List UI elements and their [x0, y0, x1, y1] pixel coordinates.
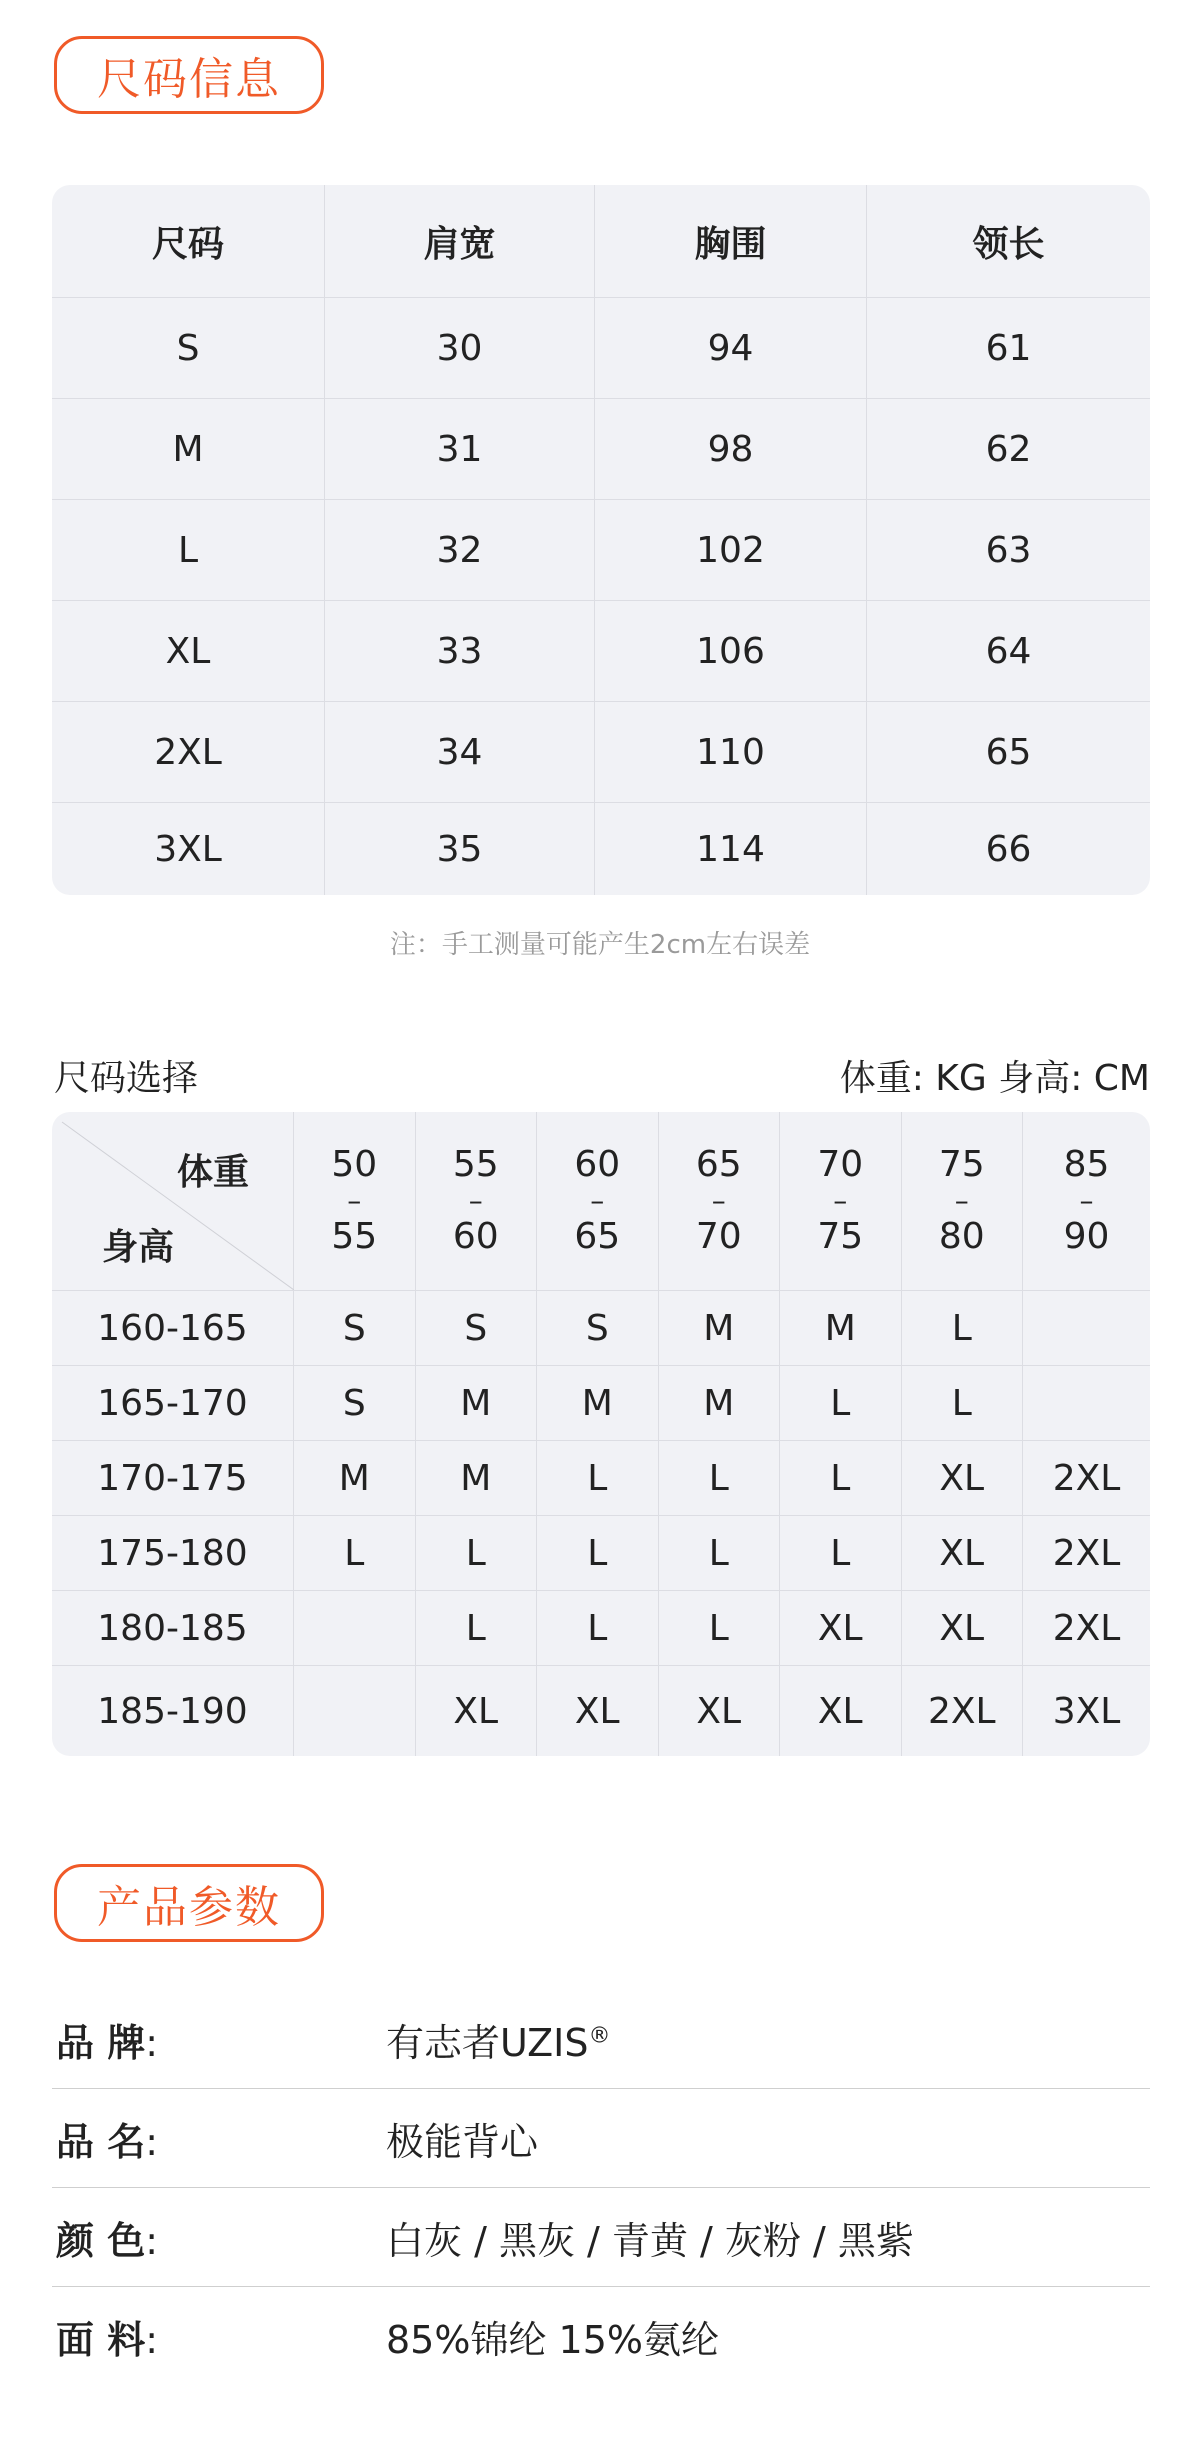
size-info-cell: 3XL [52, 803, 325, 895]
recommended-size-cell: L [416, 1591, 538, 1665]
recommended-size-cell: S [416, 1291, 538, 1365]
recommended-size-cell: L [659, 1591, 781, 1665]
header-size: 尺码 [52, 185, 325, 297]
product-param-row [52, 2287, 1150, 2385]
product-params-title: 产品参数 [54, 1864, 324, 1942]
size-info-cell: 61 [985, 327, 1032, 369]
recommended-size-cell: L [780, 1441, 902, 1515]
recommended-size-cell: L [537, 1441, 659, 1515]
recommended-size-cell: XL [902, 1441, 1024, 1515]
label-colon: : [145, 2317, 159, 2362]
size-info-cell: 110 [595, 702, 867, 802]
weight-max: 65 [574, 1216, 621, 1257]
size-info-title: 尺码信息 [54, 36, 324, 114]
product-param-value [386, 2309, 1150, 2364]
recommended-size-cell: XL [902, 1591, 1024, 1665]
weight-min: 70 [817, 1144, 864, 1185]
size-info-cell: 64 [985, 630, 1032, 672]
size-info-cell: 31 [325, 399, 595, 499]
size-info-cell: 63 [985, 529, 1032, 571]
product-param-value [386, 2012, 1150, 2067]
header-shoulder: 肩宽 [325, 185, 595, 297]
recommended-size-cell: XL [780, 1591, 902, 1665]
product-param-label [52, 2210, 386, 2265]
size-select-row [52, 1516, 1150, 1591]
size-select-title: 尺码选择 [54, 1058, 199, 1099]
recommended-size-cell: XL [416, 1666, 538, 1756]
weight-range-header [537, 1112, 659, 1290]
size-select-table [52, 1112, 1150, 1756]
size-select-units: 体重: KG 身高: CM [839, 1058, 1150, 1099]
recommended-size-cell [294, 1591, 416, 1665]
recommended-size-cell: L [659, 1516, 781, 1590]
recommended-size-cell: S [294, 1366, 416, 1440]
size-select-row [52, 1366, 1150, 1441]
size-info-cell: M [52, 399, 325, 499]
label-colon: : [145, 2218, 159, 2263]
size-select-row [52, 1441, 1150, 1516]
recommended-size-cell: S [294, 1291, 416, 1365]
recommended-size-cell: M [294, 1441, 416, 1515]
recommended-size-cell: M [537, 1366, 659, 1440]
size-select-row [52, 1291, 1150, 1366]
weight-range-header [1023, 1112, 1150, 1290]
range-dash: – [468, 1184, 483, 1217]
product-param-value-text: 85%锦纶 15%氨纶 [386, 2317, 720, 2362]
weight-range-header [902, 1112, 1024, 1290]
range-dash: – [347, 1184, 362, 1217]
recommended-size-cell: 2XL [1052, 1607, 1121, 1649]
recommended-size-cell: L [294, 1516, 416, 1590]
size-info-cell: 33 [325, 601, 595, 701]
recommended-size-cell: 2XL [1052, 1532, 1121, 1574]
size-info-cell: 62 [985, 428, 1032, 470]
product-param-row [52, 2188, 1150, 2287]
recommended-size-cell: L [416, 1516, 538, 1590]
size-info-cell: 98 [595, 399, 867, 499]
recommended-size-cell: M [416, 1441, 538, 1515]
weight-min: 55 [452, 1144, 499, 1185]
weight-max: 70 [695, 1216, 742, 1257]
weight-min: 85 [1063, 1144, 1110, 1185]
size-info-cell: XL [52, 601, 325, 701]
recommended-size-cell: L [537, 1591, 659, 1665]
range-dash: – [590, 1184, 605, 1217]
recommended-size-cell: L [902, 1366, 1024, 1440]
size-select-header-row [52, 1112, 1150, 1291]
registered-mark: ® [588, 2022, 611, 2048]
weight-max: 60 [452, 1216, 499, 1257]
product-param-label-text: 颜 色 [56, 2218, 146, 2263]
size-info-table [52, 185, 1150, 895]
weight-range-header [780, 1112, 902, 1290]
product-param-label-text: 品 牌 [56, 2020, 146, 2065]
recommended-size-cell [1023, 1291, 1150, 1365]
recommended-size-cell [1023, 1366, 1150, 1440]
size-info-cell: 114 [595, 803, 867, 895]
weight-max: 75 [817, 1216, 864, 1257]
weight-max: 80 [938, 1216, 985, 1257]
size-info-header-row [52, 185, 1150, 298]
size-info-row [52, 702, 1150, 803]
weight-min: 75 [938, 1144, 985, 1185]
header-collar: 领长 [972, 223, 1045, 265]
recommended-size-cell [294, 1666, 416, 1756]
product-params-list [52, 1990, 1150, 2385]
corner-height-label: 身高 [102, 1227, 175, 1268]
height-range-cell: 180-185 [52, 1591, 294, 1665]
size-info-cell: 66 [985, 828, 1032, 870]
weight-max: 55 [331, 1216, 378, 1257]
recommended-size-cell: M [659, 1291, 781, 1365]
weight-max: 90 [1063, 1216, 1110, 1257]
recommended-size-cell: XL [902, 1516, 1024, 1590]
recommended-size-cell: XL [659, 1666, 781, 1756]
size-select-row [52, 1591, 1150, 1666]
product-param-value [386, 2210, 1150, 2265]
label-colon: : [145, 2119, 159, 2164]
range-dash: – [1079, 1184, 1094, 1217]
product-param-label [52, 2111, 386, 2166]
recommended-size-cell: XL [537, 1666, 659, 1756]
recommended-size-cell: L [659, 1441, 781, 1515]
height-range-cell: 165-170 [52, 1366, 294, 1440]
height-range-cell: 170-175 [52, 1441, 294, 1515]
recommended-size-cell: 3XL [1052, 1690, 1121, 1732]
product-param-row [52, 1990, 1150, 2089]
measurement-note: 注：手工测量可能产生2cm左右误差 [389, 930, 811, 960]
size-info-row [52, 399, 1150, 500]
corner-cell [52, 1112, 294, 1290]
label-colon: : [145, 2020, 159, 2065]
range-dash: – [833, 1184, 848, 1217]
size-info-cell: 106 [595, 601, 867, 701]
recommended-size-cell: L [902, 1291, 1024, 1365]
size-info-cell: 94 [595, 298, 867, 398]
weight-min: 50 [331, 1144, 378, 1185]
range-dash: – [711, 1184, 726, 1217]
recommended-size-cell: S [537, 1291, 659, 1365]
product-param-value-text: 有志者UZIS [386, 2020, 589, 2065]
range-dash: – [954, 1184, 969, 1217]
size-info-cell: 102 [595, 500, 867, 600]
weight-range-header [294, 1112, 416, 1290]
size-info-row [52, 298, 1150, 399]
weight-min: 60 [574, 1144, 621, 1185]
size-info-cell: 34 [325, 702, 595, 802]
recommended-size-cell: 2XL [1052, 1457, 1121, 1499]
product-param-label [52, 2309, 386, 2364]
size-info-row [52, 601, 1150, 702]
size-info-cell: S [52, 298, 325, 398]
recommended-size-cell: L [537, 1516, 659, 1590]
weight-range-header [416, 1112, 538, 1290]
weight-min: 65 [695, 1144, 742, 1185]
product-param-value-text: 白灰 / 黑灰 / 青黄 / 灰粉 / 黑紫 [386, 2218, 914, 2263]
size-info-cell: L [52, 500, 325, 600]
product-param-row [52, 2089, 1150, 2188]
size-info-cell: 35 [325, 803, 595, 895]
product-param-value [386, 2111, 1150, 2166]
recommended-size-cell: M [780, 1291, 902, 1365]
product-param-label-text: 品 名 [56, 2119, 146, 2164]
product-param-label-text: 面 料 [56, 2317, 146, 2362]
size-info-cell: 32 [325, 500, 595, 600]
size-info-cell: 30 [325, 298, 595, 398]
height-range-cell: 185-190 [52, 1666, 294, 1756]
recommended-size-cell: M [416, 1366, 538, 1440]
recommended-size-cell: M [659, 1366, 781, 1440]
height-range-cell: 160-165 [52, 1291, 294, 1365]
product-param-label [52, 2012, 386, 2067]
size-info-row [52, 803, 1150, 895]
size-info-cell: 2XL [52, 702, 325, 802]
recommended-size-cell: L [780, 1516, 902, 1590]
size-info-row [52, 500, 1150, 601]
corner-weight-label: 体重 [176, 1152, 249, 1193]
recommended-size-cell: XL [780, 1666, 902, 1756]
weight-range-header [659, 1112, 781, 1290]
size-select-row [52, 1666, 1150, 1756]
size-info-cell: 65 [985, 731, 1032, 773]
header-chest: 胸围 [595, 185, 867, 297]
recommended-size-cell: 2XL [902, 1666, 1024, 1756]
recommended-size-cell: L [780, 1366, 902, 1440]
height-range-cell: 175-180 [52, 1516, 294, 1590]
product-param-value-text: 极能背心 [386, 2119, 539, 2164]
